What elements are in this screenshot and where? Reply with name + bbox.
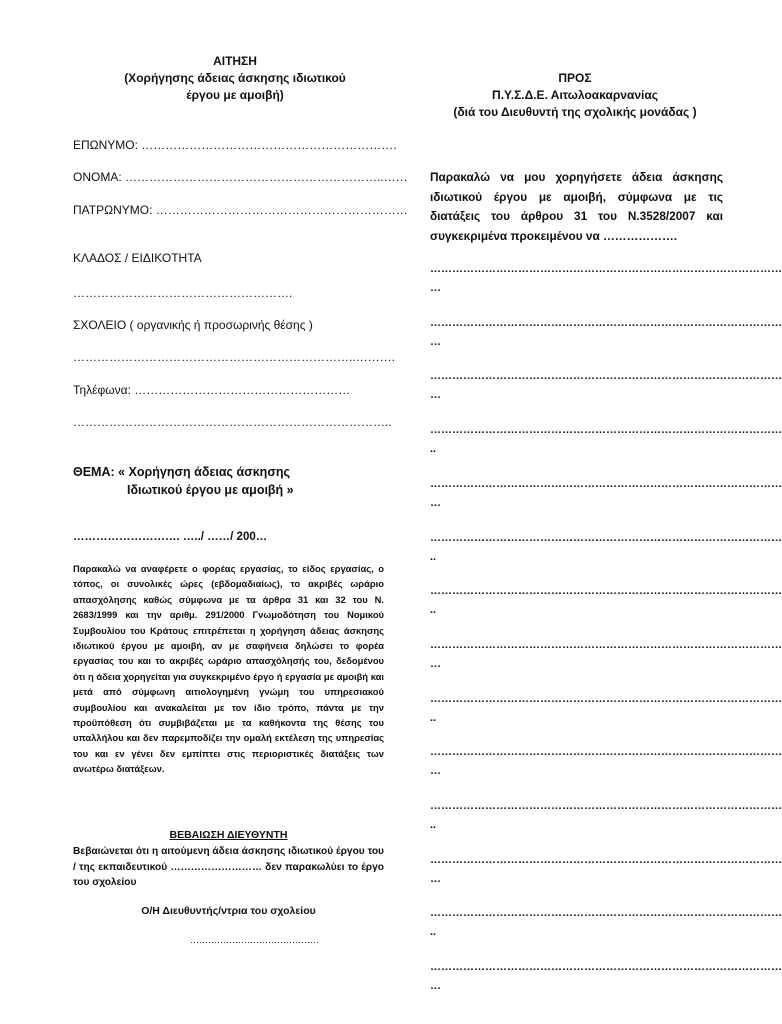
fathers-name-field[interactable]: ΠΑΤΡΩΝΥΜΟ: ……………………………………………………… <box>73 203 408 217</box>
school-field[interactable]: ……………………………………………………………..………. <box>73 350 396 364</box>
dotted-line-cont: .. <box>430 819 437 831</box>
request-detail-line[interactable] <box>430 851 782 889</box>
recipient-name: Π.Υ.Σ.Δ.Ε. Αιτωλοακαρνανίας <box>492 88 658 102</box>
dotted-line-cont: .. <box>430 443 437 455</box>
dotted-line-cont: .. <box>430 551 437 563</box>
dotted-line-cont: … <box>430 282 441 294</box>
signature-line[interactable]: ……………………………………. <box>190 935 319 945</box>
name-field[interactable]: ΟΝΟΜΑ: ………………………………………………………..…… <box>73 170 408 184</box>
dotted-line: …………………………………………………………………………………… <box>430 585 782 597</box>
dotted-line: …………………………………………………………………………………… <box>430 693 782 705</box>
school-label: ΣΧΟΛΕΙΟ ( οργανικής ή προσωρινής θέσης ) <box>73 318 313 332</box>
dotted-line-cont: … <box>430 765 441 777</box>
dotted-line: …………………………………………………………………………………… <box>430 854 782 866</box>
recipient-block <box>420 70 730 121</box>
request-detail-line[interactable] <box>430 582 782 620</box>
branch-field[interactable]: ………………………………………………. <box>73 286 293 300</box>
dotted-line-cont: … <box>430 336 441 348</box>
dotted-line-cont: … <box>430 389 441 401</box>
request-detail-line[interactable] <box>430 260 782 298</box>
request-detail-line[interactable] <box>430 904 782 942</box>
dotted-line: …………………………………………………………………………………… <box>430 370 782 382</box>
place-date-field[interactable]: ………………………. …../ ……/ 200… <box>73 531 268 543</box>
dotted-line: …………………………………………………………………………………… <box>430 317 782 329</box>
dotted-line-cont: … <box>430 873 441 885</box>
dotted-line: …………………………………………………………………………………… <box>430 263 782 275</box>
dotted-line: …………………………………………………………………………………… <box>430 639 782 651</box>
phones-field[interactable]: Τηλέφωνα: ……………………………………………… <box>73 383 351 397</box>
director-signer: Ο/Η Διευθυντής/ντρια του σχολείου <box>141 905 316 917</box>
dotted-line-cont: … <box>430 497 441 509</box>
request-detail-line[interactable] <box>430 314 782 352</box>
certification-title: ΒΕΒΑΙΩΣΗ ΔΙΕΥΘΥΝΤΗ <box>169 829 288 841</box>
request-detail-line[interactable] <box>430 690 782 728</box>
dotted-line-cont: … <box>430 658 441 670</box>
request-detail-line[interactable] <box>430 367 782 405</box>
dotted-line: …………………………………………………………………………………… <box>430 800 782 812</box>
dotted-line: …………………………………………………………………………………… <box>430 478 782 490</box>
dotted-line: …………………………………………………………………………………… <box>430 746 782 758</box>
request-detail-line[interactable] <box>430 797 782 835</box>
branch-label: ΚΛΑΔΟΣ / ΕΙΔΙΚΟΤΗΤΑ <box>73 251 202 265</box>
request-detail-line[interactable] <box>430 743 782 781</box>
subject-line: ΘΕΜΑ: « Χορήγηση άδειας άσκησης <box>73 465 291 479</box>
certification-text: Βεβαιώνεται ότι η αιτούμενη άδεια άσκησης ιδιωτικού έργου του / της εκπαιδευτικού ……………………… δεν παρακωλύει το έργο του σχολείου <box>73 846 384 888</box>
dotted-line: …………………………………………………………………………………… <box>430 961 782 973</box>
application-subheading-cont: έργου με αμοιβή) <box>186 88 284 102</box>
subject-line-cont: Ιδιωτικού έργου με αμοιβή » <box>127 483 294 497</box>
instructions-paragraph: Παρακαλώ να αναφέρετε ο φορέας εργασίας, το είδος εργασίας, ο τόπος, οι συνολικές ώρες (εβδομαδιαίως), το ακριβές ωράριο απασχόλησης καθώς σύμφωνα με τα άρθρα 31 και 32 του Ν. 2683/1999 και την αριθμ. 291/2000 Γνωμοδότηση του Νομικού Συμβουλίου του Κράτους επιτρέπεται η χορήγηση άδειας άσκησης ιδιωτικού έργου με αμοιβή, αν με σαφήνεια δηλώσει το φορέα εργασίας του και το ακριβές ωράριο απασχόλησής του, δεδομένου ότι η άδεια χορηγείται για συγκεκριμένο έργο ή εργασία με αμοιβή και μετά από σύμφωνη αιτιολογημένη γνώμη του υπηρεσιακού συμβουλίου και ανακαλείται με τον ίδιο τρόπο, πάντα με την προϋπόθεση ότι συμβιβάζεται με τα καθήκοντα της θέσης του υπαλλήλου και δεν παρεμποδίζει την ομαλή εκτέλεση της υπηρεσίας του και εν γένει δεν εμπίπτει στις περιοριστικές διατάξεις των ανωτέρω διατάξεων. <box>73 563 384 775</box>
dotted-line-cont: .. <box>430 926 437 938</box>
surname-field[interactable]: ΕΠΩΝΥΜΟ: ………………………………………………………. <box>73 138 397 152</box>
dotted-line: …………………………………………………………………………………… <box>430 907 782 919</box>
request-detail-line[interactable] <box>430 529 782 567</box>
dotted-line: …………………………………………………………………………………… <box>430 424 782 436</box>
application-heading: ΑΙΤΗΣΗ <box>213 54 257 68</box>
dotted-line: …………………………………………………………………………………… <box>430 532 782 544</box>
request-detail-line[interactable] <box>430 958 782 996</box>
dotted-line-cont: … <box>430 980 441 992</box>
recipient-to: ΠΡΟΣ <box>558 71 592 85</box>
subject-block <box>73 463 294 499</box>
request-detail-line[interactable] <box>430 636 782 674</box>
application-subheading: (Χορήγησης άδειας άσκησης ιδιωτικού <box>124 71 346 85</box>
application-title <box>100 53 370 104</box>
dotted-line-cont: .. <box>430 604 437 616</box>
request-detail-line[interactable] <box>430 421 782 459</box>
request-detail-line[interactable] <box>430 475 782 513</box>
dotted-line-cont: .. <box>430 712 437 724</box>
request-paragraph: Παρακαλώ να μου χορηγήσετε άδεια άσκησης ιδιωτικού έργου με αμοιβή, σύμφωνα με τις διατάξεις του άρθρου 31 του Ν.3528/2007 και συγκεκριμένα προκειμένου να ………………. <box>430 170 723 243</box>
recipient-via: (διά του Διευθυντή της σχολικής μονάδας ) <box>453 105 697 119</box>
phones-extra-field[interactable]: …………………………………………………………………….. <box>73 415 392 429</box>
